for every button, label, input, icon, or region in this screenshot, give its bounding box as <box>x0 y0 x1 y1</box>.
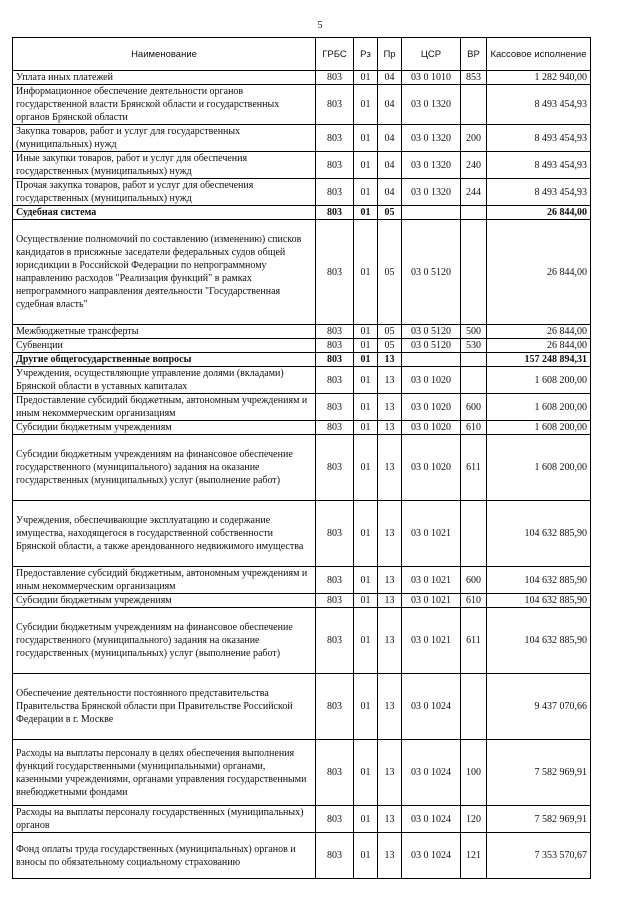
cell-csr: 03 0 1021 <box>402 594 461 608</box>
cell-pr: 13 <box>378 608 402 674</box>
cell-csr: 03 0 1020 <box>402 435 461 501</box>
cell-name: Другие общегосударственные вопросы <box>13 353 316 367</box>
cell-vr: 853 <box>461 71 487 85</box>
cell-vr: 240 <box>461 152 487 179</box>
cell-rz: 01 <box>354 179 378 206</box>
cell-vr: 100 <box>461 740 487 806</box>
cell-name: Межбюджетные трансферты <box>13 325 316 339</box>
cell-pr: 13 <box>378 833 402 879</box>
table-row <box>13 152 591 179</box>
cell-rz: 01 <box>354 608 378 674</box>
table-row <box>13 206 591 220</box>
table-row <box>13 85 591 125</box>
cell-rz: 01 <box>354 85 378 125</box>
cell-name: Прочая закупка товаров, работ и услуг для обеспечения государственных (муниципальных) нужд <box>13 179 316 206</box>
cell-vr: 244 <box>461 179 487 206</box>
cell-amount: 26 844,00 <box>487 220 591 325</box>
cell-amount: 104 632 885,90 <box>487 608 591 674</box>
cell-pr: 13 <box>378 394 402 421</box>
cell-pr: 13 <box>378 367 402 394</box>
cell-pr: 05 <box>378 206 402 220</box>
cell-name: Закупка товаров, работ и услуг для государственных (муниципальных) нужд <box>13 125 316 152</box>
cell-grbs: 803 <box>316 179 354 206</box>
cell-rz: 01 <box>354 353 378 367</box>
cell-name: Субсидии бюджетным учреждениям <box>13 421 316 435</box>
cell-name: Субсидии бюджетным учреждениям <box>13 594 316 608</box>
cell-pr: 13 <box>378 435 402 501</box>
cell-name: Фонд оплаты труда государственных (муниципальных) органов и взносы по обязательному социальному страхованию <box>13 833 316 879</box>
cell-csr: 03 0 1020 <box>402 367 461 394</box>
cell-vr: 121 <box>461 833 487 879</box>
budget-execution-table <box>12 37 591 879</box>
cell-name: Иные закупки товаров, работ и услуг для обеспечения государственных (муниципальных) нужд <box>13 152 316 179</box>
cell-amount: 157 248 894,31 <box>487 353 591 367</box>
cell-csr: 03 0 1024 <box>402 740 461 806</box>
header-name: Наименование <box>13 38 316 71</box>
cell-csr: 03 0 1021 <box>402 501 461 567</box>
cell-grbs: 803 <box>316 740 354 806</box>
cell-rz: 01 <box>354 501 378 567</box>
cell-pr: 04 <box>378 179 402 206</box>
table-row <box>13 179 591 206</box>
cell-csr: 03 0 1020 <box>402 394 461 421</box>
cell-amount: 9 437 070,66 <box>487 674 591 740</box>
cell-amount: 1 282 940,00 <box>487 71 591 85</box>
cell-amount: 7 582 969,91 <box>487 740 591 806</box>
cell-pr: 05 <box>378 220 402 325</box>
cell-csr: 03 0 1320 <box>402 179 461 206</box>
cell-pr: 05 <box>378 325 402 339</box>
cell-vr <box>461 353 487 367</box>
cell-grbs: 803 <box>316 353 354 367</box>
cell-grbs: 803 <box>316 501 354 567</box>
cell-rz: 01 <box>354 325 378 339</box>
cell-grbs: 803 <box>316 567 354 594</box>
cell-rz: 01 <box>354 394 378 421</box>
table-row <box>13 740 591 806</box>
cell-amount: 8 493 454,93 <box>487 179 591 206</box>
cell-name: Субвенции <box>13 339 316 353</box>
cell-rz: 01 <box>354 421 378 435</box>
cell-grbs: 803 <box>316 833 354 879</box>
cell-pr: 13 <box>378 594 402 608</box>
table-row <box>13 674 591 740</box>
cell-csr: 03 0 1024 <box>402 674 461 740</box>
cell-pr: 13 <box>378 501 402 567</box>
cell-vr: 600 <box>461 567 487 594</box>
cell-vr: 200 <box>461 125 487 152</box>
cell-grbs: 803 <box>316 71 354 85</box>
table-row <box>13 833 591 879</box>
header-csr: ЦСР <box>402 38 461 71</box>
cell-grbs: 803 <box>316 206 354 220</box>
table-row <box>13 367 591 394</box>
cell-grbs: 803 <box>316 435 354 501</box>
cell-grbs: 803 <box>316 806 354 833</box>
table-row <box>13 567 591 594</box>
cell-grbs: 803 <box>316 608 354 674</box>
cell-grbs: 803 <box>316 220 354 325</box>
cell-amount: 1 608 200,00 <box>487 421 591 435</box>
cell-grbs: 803 <box>316 674 354 740</box>
cell-csr: 03 0 1024 <box>402 806 461 833</box>
cell-pr: 04 <box>378 152 402 179</box>
cell-csr: 03 0 5120 <box>402 220 461 325</box>
cell-csr: 03 0 1024 <box>402 833 461 879</box>
cell-vr: 500 <box>461 325 487 339</box>
table-row <box>13 421 591 435</box>
cell-amount: 26 844,00 <box>487 206 591 220</box>
cell-csr: 03 0 1020 <box>402 421 461 435</box>
cell-rz: 01 <box>354 367 378 394</box>
cell-rz: 01 <box>354 594 378 608</box>
cell-name: Расходы на выплаты персоналу государственных (муниципальных) органов <box>13 806 316 833</box>
table-row <box>13 125 591 152</box>
cell-rz: 01 <box>354 339 378 353</box>
cell-name: Информационное обеспечение деятельности органов государственной власти Брянской области и государственных органов Брянской области <box>13 85 316 125</box>
cell-csr: 03 0 1320 <box>402 85 461 125</box>
cell-grbs: 803 <box>316 152 354 179</box>
cell-name: Учреждения, обеспечивающие эксплуатацию и содержание имущества, находящегося в государственной собственности Брянской области, а также арендованного недвижимого имущества <box>13 501 316 567</box>
cell-amount: 7 353 570,67 <box>487 833 591 879</box>
cell-name: Обеспечение деятельности постоянного представительства Правительства Брянской области при Правительстве Российской Федерации в г. Москве <box>13 674 316 740</box>
table-row <box>13 394 591 421</box>
cell-rz: 01 <box>354 833 378 879</box>
cell-pr: 13 <box>378 740 402 806</box>
cell-vr: 610 <box>461 594 487 608</box>
cell-vr: 611 <box>461 435 487 501</box>
cell-rz: 01 <box>354 740 378 806</box>
cell-csr: 03 0 5120 <box>402 339 461 353</box>
table-row <box>13 325 591 339</box>
cell-vr <box>461 220 487 325</box>
table-row <box>13 353 591 367</box>
cell-csr: 03 0 1010 <box>402 71 461 85</box>
cell-name: Осуществление полномочий по составлению (изменению) списков кандидатов в присяжные заседатели федеральных судов общей юрисдикции в Российской Федерации по непрограммному направлению расходов "Реализация функций" в рамках непрограммного направления деятельности "Государственная судебная власть" <box>13 220 316 325</box>
table-body <box>13 71 591 879</box>
cell-pr: 04 <box>378 85 402 125</box>
cell-csr: 03 0 1320 <box>402 125 461 152</box>
cell-name: Субсидии бюджетным учреждениям на финансовое обеспечение государственного (муниципального) задания на оказание государственных (муниципальных) услуг (выполнение работ) <box>13 435 316 501</box>
cell-name: Судебная система <box>13 206 316 220</box>
cell-csr: 03 0 1021 <box>402 567 461 594</box>
cell-csr: 03 0 1320 <box>402 152 461 179</box>
cell-name: Учреждения, осуществляющие управление долями (вкладами) Брянской области в уставных капиталах <box>13 367 316 394</box>
header-rz: Рз <box>354 38 378 71</box>
cell-amount: 1 608 200,00 <box>487 435 591 501</box>
table-row <box>13 220 591 325</box>
cell-name: Предоставление субсидий бюджетным, автономным учреждениям и иным некоммерческим организациям <box>13 567 316 594</box>
header-amount: Кассовое исполнение <box>487 38 591 71</box>
cell-vr: 530 <box>461 339 487 353</box>
cell-amount: 104 632 885,90 <box>487 567 591 594</box>
cell-rz: 01 <box>354 674 378 740</box>
cell-grbs: 803 <box>316 394 354 421</box>
cell-vr <box>461 367 487 394</box>
cell-grbs: 803 <box>316 339 354 353</box>
cell-csr <box>402 353 461 367</box>
cell-pr: 13 <box>378 674 402 740</box>
cell-amount: 8 493 454,93 <box>487 85 591 125</box>
cell-pr: 13 <box>378 567 402 594</box>
cell-amount: 1 608 200,00 <box>487 394 591 421</box>
cell-rz: 01 <box>354 435 378 501</box>
cell-amount: 1 608 200,00 <box>487 367 591 394</box>
cell-vr <box>461 206 487 220</box>
cell-grbs: 803 <box>316 421 354 435</box>
table-row <box>13 435 591 501</box>
cell-vr <box>461 674 487 740</box>
cell-pr: 04 <box>378 125 402 152</box>
cell-csr: 03 0 5120 <box>402 325 461 339</box>
cell-rz: 01 <box>354 71 378 85</box>
cell-pr: 13 <box>378 353 402 367</box>
cell-amount: 8 493 454,93 <box>487 152 591 179</box>
cell-vr <box>461 501 487 567</box>
table-header-row <box>13 38 591 71</box>
cell-csr: 03 0 1021 <box>402 608 461 674</box>
cell-pr: 13 <box>378 421 402 435</box>
cell-rz: 01 <box>354 567 378 594</box>
cell-pr: 05 <box>378 339 402 353</box>
table-row <box>13 806 591 833</box>
cell-grbs: 803 <box>316 594 354 608</box>
table-row <box>13 501 591 567</box>
cell-name: Предоставление субсидий бюджетным, автономным учреждениям и иным некоммерческим организациям <box>13 394 316 421</box>
cell-vr: 600 <box>461 394 487 421</box>
cell-amount: 8 493 454,93 <box>487 125 591 152</box>
cell-name: Субсидии бюджетным учреждениям на финансовое обеспечение государственного (муниципального) задания на оказание государственных (муниципальных) услуг (выполнение работ) <box>13 608 316 674</box>
cell-vr: 120 <box>461 806 487 833</box>
header-vr: ВР <box>461 38 487 71</box>
cell-rz: 01 <box>354 206 378 220</box>
cell-pr: 04 <box>378 71 402 85</box>
cell-amount: 104 632 885,90 <box>487 594 591 608</box>
page-number: 5 <box>317 20 323 31</box>
cell-name: Расходы на выплаты персоналу в целях обеспечения выполнения функций государственными (муниципальными) органами, казенными учреждениями, органами управления государственными внебюджетными фондами <box>13 740 316 806</box>
cell-grbs: 803 <box>316 85 354 125</box>
header-grbs: ГРБС <box>316 38 354 71</box>
cell-amount: 26 844,00 <box>487 325 591 339</box>
table-row <box>13 339 591 353</box>
cell-name: Уплата иных платежей <box>13 71 316 85</box>
cell-rz: 01 <box>354 125 378 152</box>
cell-rz: 01 <box>354 806 378 833</box>
cell-amount: 7 582 969,91 <box>487 806 591 833</box>
cell-rz: 01 <box>354 220 378 325</box>
cell-pr: 13 <box>378 806 402 833</box>
cell-grbs: 803 <box>316 367 354 394</box>
cell-rz: 01 <box>354 152 378 179</box>
cell-grbs: 803 <box>316 125 354 152</box>
table-row <box>13 71 591 85</box>
table-row <box>13 608 591 674</box>
header-pr: Пр <box>378 38 402 71</box>
cell-vr: 610 <box>461 421 487 435</box>
cell-grbs: 803 <box>316 325 354 339</box>
cell-csr <box>402 206 461 220</box>
table-row <box>13 594 591 608</box>
cell-vr <box>461 85 487 125</box>
cell-vr: 611 <box>461 608 487 674</box>
cell-amount: 104 632 885,90 <box>487 501 591 567</box>
cell-amount: 26 844,00 <box>487 339 591 353</box>
